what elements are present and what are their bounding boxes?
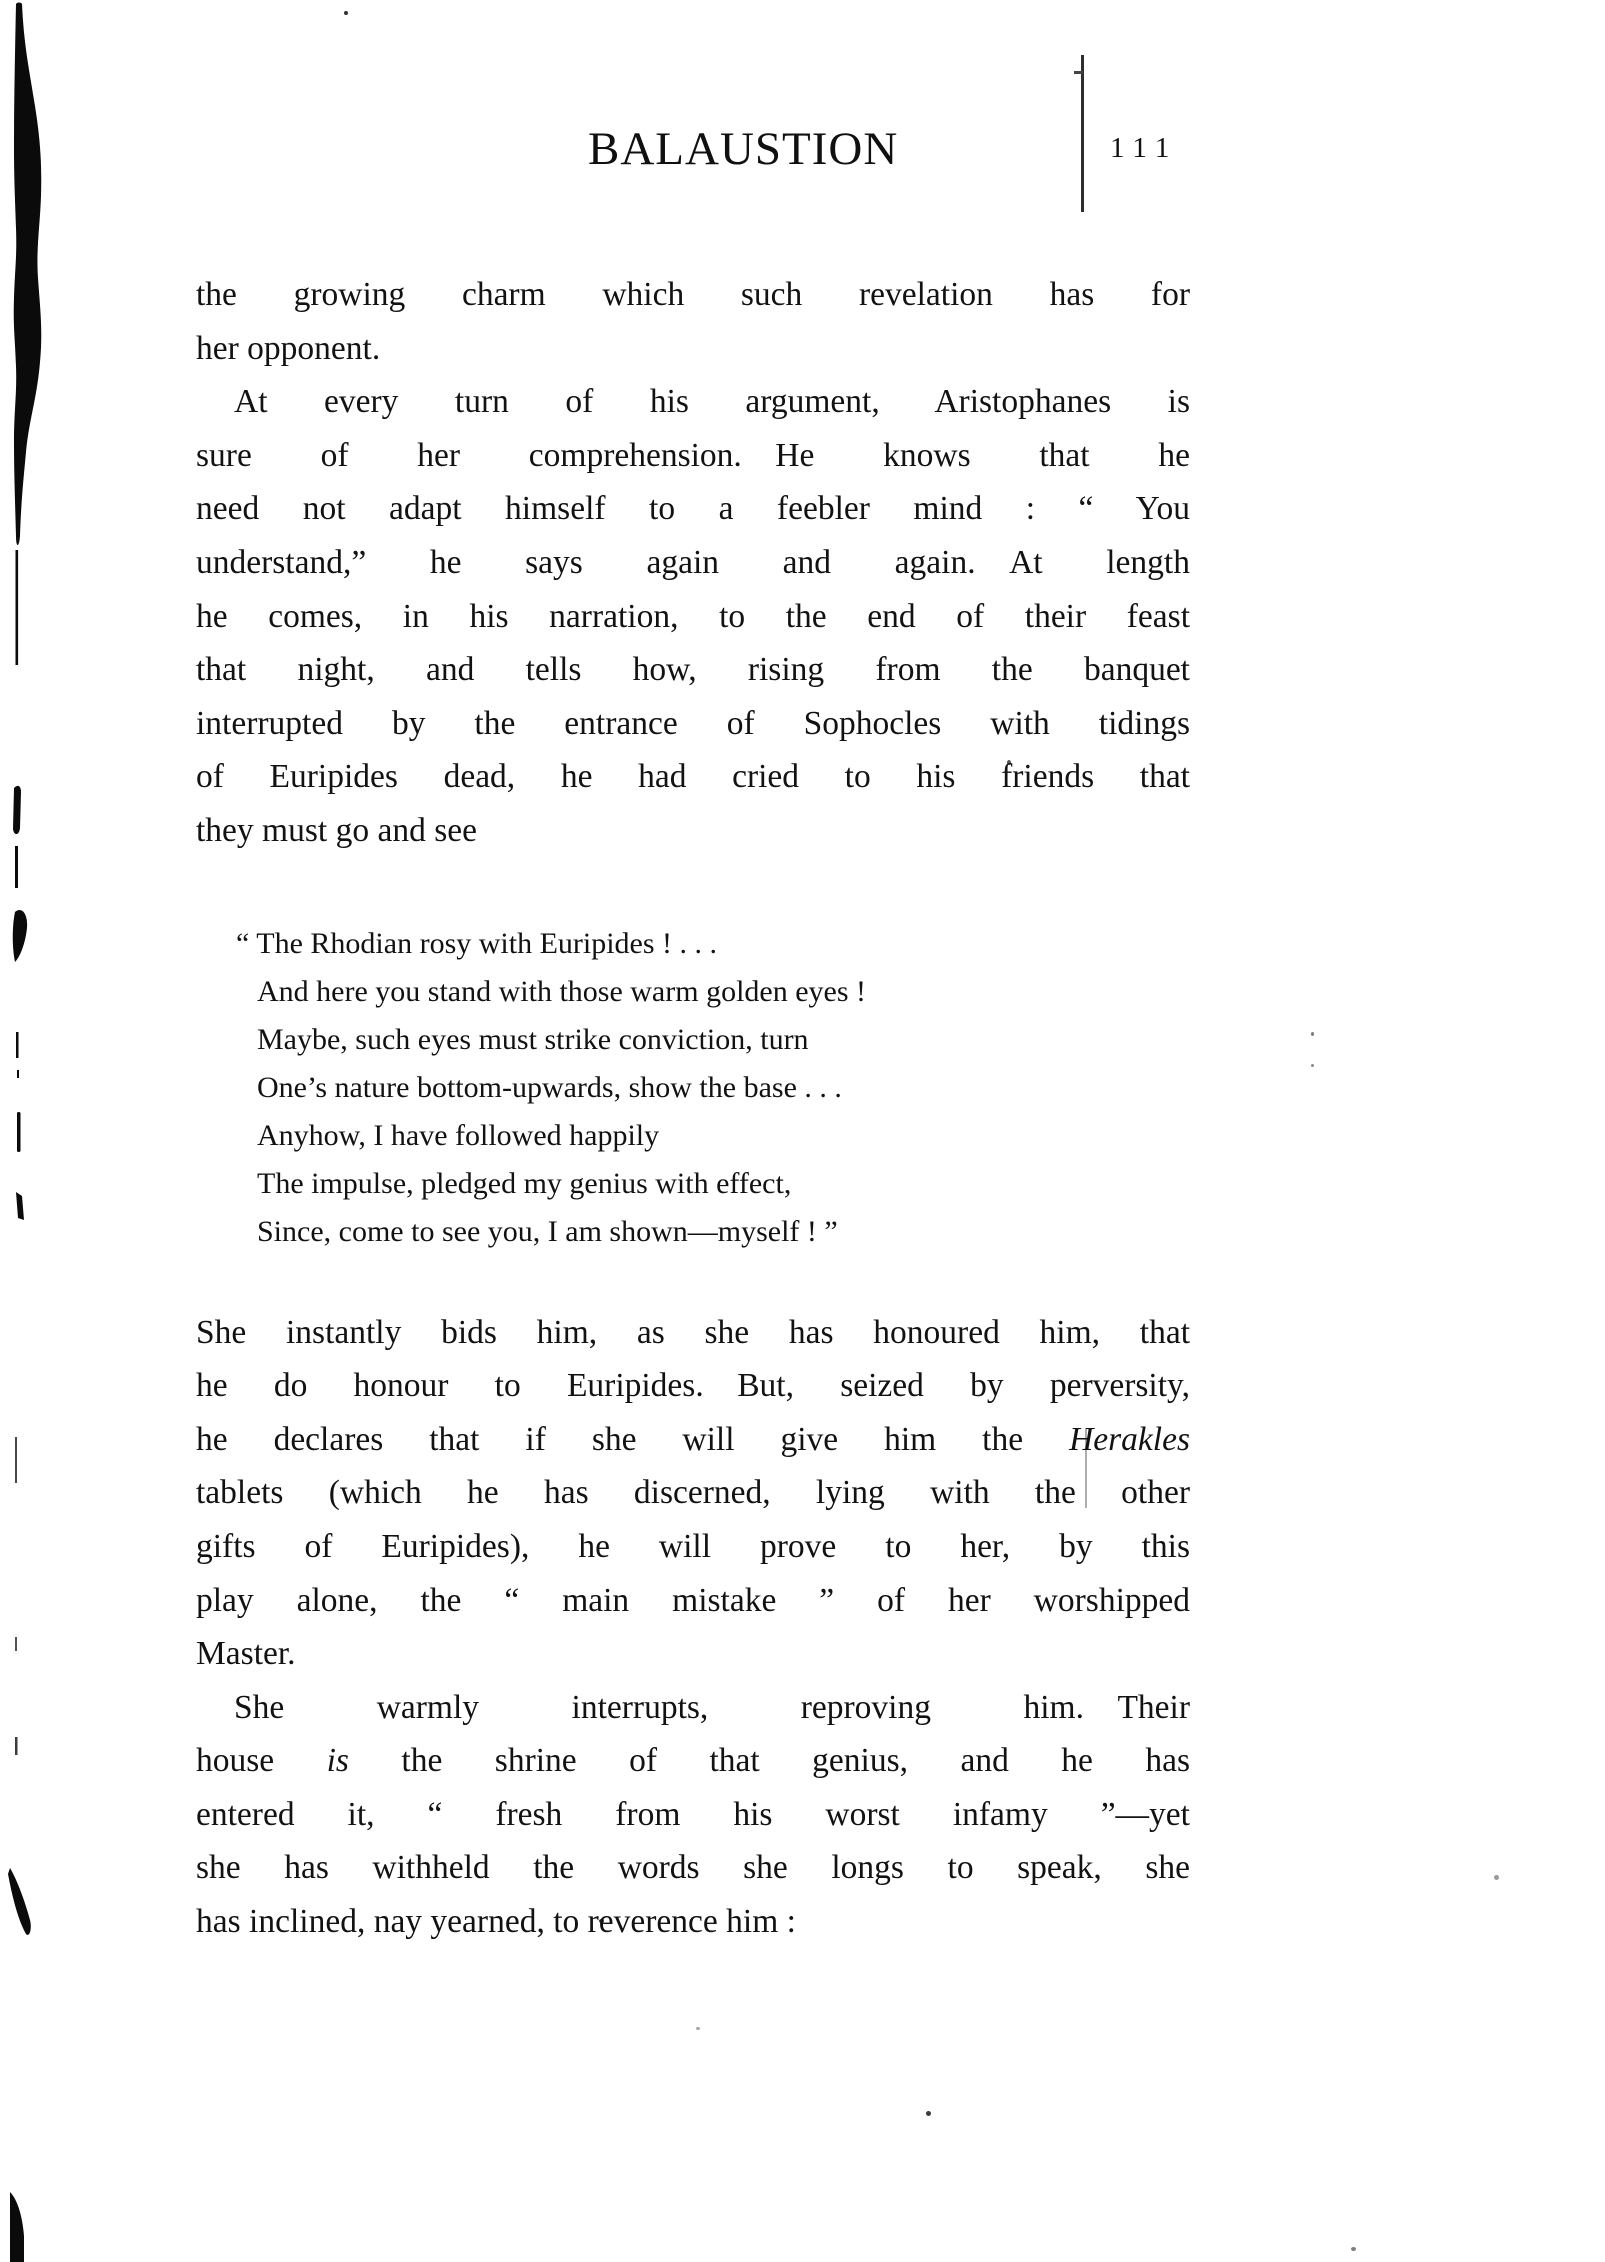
- text-line: [196, 1734, 1190, 1788]
- scan-speck: [1311, 1032, 1314, 1036]
- scan-speck: [344, 11, 348, 15]
- scan-speck: [1494, 1875, 1499, 1880]
- verse-line: Since, come to see you, I am shown—myself ! ”: [257, 1214, 838, 1248]
- paragraph: [196, 1681, 1190, 1949]
- paragraph: [196, 1306, 1190, 1681]
- text-line: has inclined, nay yearned, to reverence him :: [196, 1903, 796, 1941]
- text-line: She instantly bids him, as she has honoured him, that: [196, 1313, 1190, 1351]
- text-line: entered it, “ fresh from his worst infamy ”—yet: [196, 1795, 1190, 1833]
- verse-line: The impulse, pledged my genius with effect,: [257, 1166, 792, 1200]
- text-line: At every turn of his argument, Aristophanes is: [234, 383, 1190, 421]
- scan-speck: [1351, 2247, 1356, 2251]
- text-line: she has withheld the words she longs to speak, she: [196, 1849, 1190, 1887]
- text-line: her opponent.: [196, 329, 381, 367]
- scan-speck: [1311, 1064, 1314, 1067]
- text-segment: the shrine of that genius, and he has: [348, 1742, 1190, 1780]
- verse-line: One’s nature bottom-upwards, show the base . . .: [257, 1070, 842, 1104]
- verse-line: Maybe, such eyes must strike conviction, turn: [257, 1022, 809, 1056]
- text-line: sure of her comprehension. He knows that he: [196, 436, 1190, 474]
- text-line: gifts of Euripides), he will prove to her, by this: [196, 1527, 1190, 1565]
- scan-speck: [696, 2027, 700, 2030]
- text-line: interrupted by the entrance of Sophocles with tidings: [196, 704, 1190, 742]
- text-line: Master.: [196, 1635, 296, 1673]
- text-column: [196, 268, 1190, 1949]
- verse-line: And here you stand with those warm golden eyes !: [257, 974, 867, 1008]
- text-line: understand,” he says again and again. At length: [196, 543, 1190, 581]
- text-line: play alone, the “ main mistake ” of her worshipped: [196, 1581, 1190, 1619]
- text-line: the growing charm which such revelation has for: [196, 276, 1190, 313]
- text-segment: house: [196, 1742, 327, 1780]
- text-line: [196, 1413, 1190, 1467]
- paragraph: [196, 268, 1190, 375]
- text-segment: he declares that if she will give him the: [196, 1420, 1070, 1458]
- text-line: he comes, in his narration, to the end of their feast: [196, 597, 1190, 635]
- binding-shadow-marks: [0, 0, 60, 2262]
- text-line: he do honour to Euripides. But, seized by perversity,: [196, 1367, 1190, 1405]
- verse-quotation: [236, 920, 1190, 1256]
- italic-word: Herakles: [1069, 1420, 1190, 1458]
- scan-line: [1081, 55, 1084, 212]
- verse-line: “ The Rhodian rosy with Euripides ! . . .: [236, 926, 718, 960]
- italic-word: is: [326, 1742, 349, 1780]
- text-line: need not adapt himself to a feebler mind : “ You: [196, 490, 1190, 528]
- scan-speck: [1074, 71, 1083, 74]
- scan-speck: [926, 2111, 931, 2116]
- running-head: BALAUSTION: [588, 123, 899, 175]
- text-line: they must go and see: [196, 811, 477, 849]
- text-line: that night, and tells how, rising from the banquet: [196, 651, 1190, 689]
- paragraph: [196, 375, 1190, 857]
- verse-line: Anyhow, I have followed happily: [257, 1118, 660, 1152]
- text-line: tablets (which he has discerned, lying with the other: [196, 1474, 1190, 1512]
- text-line: of Euripides dead, he had cried to his friends that: [196, 758, 1190, 796]
- page-number: 111: [1110, 132, 1179, 164]
- text-line: She warmly interrupts, reproving him. Their: [234, 1688, 1190, 1726]
